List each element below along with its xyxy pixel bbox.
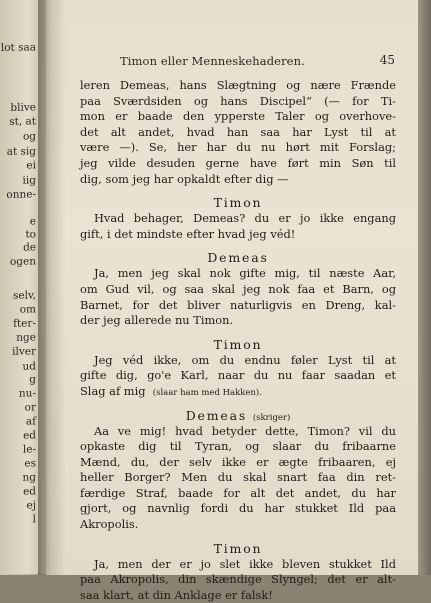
text-line: opkaste dig til Tyran, og slaar du fribaarne (80, 439, 396, 454)
previous-page-text-fragment: st, at (9, 115, 36, 128)
text-line: heller Borger? Men du skal snart faa din ret- (80, 470, 396, 485)
previous-page-text-fragment: to (25, 228, 36, 241)
previous-page-text-fragment: ed (23, 485, 36, 498)
text-line: om Gud vil, og saa skal jeg nok faa et Barn, og (80, 281, 396, 296)
previous-page-text-fragment: nu- (18, 387, 36, 400)
text-line: Barnet, for det bliver naturligvis en Dreng, kal- (80, 297, 396, 312)
speaker-direction: (skriger) (252, 412, 291, 423)
text-line: paa Akropolis, din skændige Slyngel; det er alt- (80, 572, 396, 587)
previous-page-text-fragment: de (23, 241, 36, 254)
speaker-name: Timon (213, 336, 263, 352)
previous-page-text-fragment: e (29, 215, 36, 228)
text-line: Ja, men der er jo slet ikke bleven stukket Ild (94, 556, 396, 571)
previous-page-text-fragment: selv, (13, 289, 36, 302)
previous-page-text-fragment: ed (23, 429, 36, 442)
page-edge-shadow (418, 0, 431, 575)
book-page (46, 0, 418, 602)
text-line: jeg vilde desuden gerne have ført min Søn til (80, 155, 396, 170)
previous-page-text-fragment: fter- (13, 317, 36, 330)
text-line: Aa ve mig! hvad betyder dette, Timon? vil du (94, 423, 396, 438)
text-line: færdige Straf, baade for alt det andet, du har (80, 485, 396, 500)
previous-page (0, 0, 46, 575)
previous-page-text-fragment: at sig (6, 145, 36, 158)
previous-page-text-fragment: ng (22, 471, 36, 484)
previous-page-text-fragment: nge (16, 331, 36, 344)
text-line: Akropolis. (80, 517, 139, 532)
text-line-content: Slag af mig (80, 383, 146, 398)
previous-page-text-fragment: lot saa (0, 41, 36, 54)
previous-page-text-fragment: le- (22, 443, 36, 456)
previous-page-text-fragment: ej (26, 499, 36, 512)
text-line: gjort, og navnlig fordi du har stukket Ild paa (80, 501, 396, 516)
previous-page-text-fragment: or (24, 401, 36, 414)
text-line: Hvad behager, Demeas? du er jo ikke engang (94, 211, 396, 226)
text-line: gifte dig, go'e Karl, naar du nu faar saadan et (80, 368, 396, 383)
text-line: være —). Se, her har du nu hørt mit Forslag; (80, 140, 396, 155)
text-line: paa Sværdsiden og hans Discipel“ (— for Ti- (80, 93, 396, 108)
speaker-name: Demeas (185, 407, 248, 423)
previous-page-text-fragment: ilver (12, 345, 36, 358)
speech-block (80, 250, 396, 328)
previous-page-text-fragment: onne- (6, 188, 36, 201)
text-block (80, 78, 396, 187)
text-line: mon er baade den ypperste Taler og overhove- (80, 109, 396, 124)
previous-page-text-fragment: ei (26, 159, 36, 172)
speech-block (80, 541, 396, 603)
text-line: Jeg véd ikke, om du endnu føler Lyst til at (94, 352, 396, 367)
previous-page-text-fragment: l (32, 513, 36, 526)
speaker-heading (80, 408, 396, 424)
text-line (80, 384, 396, 400)
text-line: det alt andet, hvad han saa har Lyst til at (80, 124, 396, 139)
previous-page-text-fragment: om (19, 303, 36, 316)
speaker-name: Demeas (207, 250, 269, 266)
text-line: der jeg allerede nu Timon. (80, 313, 234, 328)
speaker-name: Timon (213, 195, 263, 211)
previous-page-text-fragment: g (29, 373, 36, 386)
page-body (80, 78, 396, 603)
speaker-name: Timon (213, 540, 263, 556)
text-line: leren Demeas, hans Slægtning og nære Frænde (80, 78, 396, 92)
text-line: Mænd, du, der selv ikke er ægte fribaaren, ej (80, 454, 396, 469)
previous-page-text-fragment: blive (10, 101, 36, 114)
previous-page-text-fragment: ud (22, 360, 36, 373)
text-line: dig, som jeg har opkaldt efter dig — (80, 171, 289, 186)
text-line: saa klart, at din Anklage er falsk! (80, 587, 273, 602)
text-line: Ja, men jeg skal nok gifte mig, til næste Aar, (94, 266, 396, 281)
speech-block (80, 195, 396, 242)
page-number: 45 (379, 53, 395, 67)
running-title: Timon eller Menneskehaderen. (120, 54, 305, 68)
previous-page-text-fragment: es (24, 457, 36, 470)
speech-block (80, 337, 396, 400)
previous-page-text-fragment: iig (22, 174, 36, 187)
stage-direction: (slaar ham med Hakken). (152, 387, 262, 398)
text-line: gift, i det mindste efter hvad jeg véd! (80, 226, 296, 241)
previous-page-text-fragment: og (22, 130, 36, 143)
speech-block (80, 408, 396, 533)
previous-page-text-fragment: af (25, 415, 36, 428)
previous-page-text-fragment: ogen (9, 255, 36, 268)
